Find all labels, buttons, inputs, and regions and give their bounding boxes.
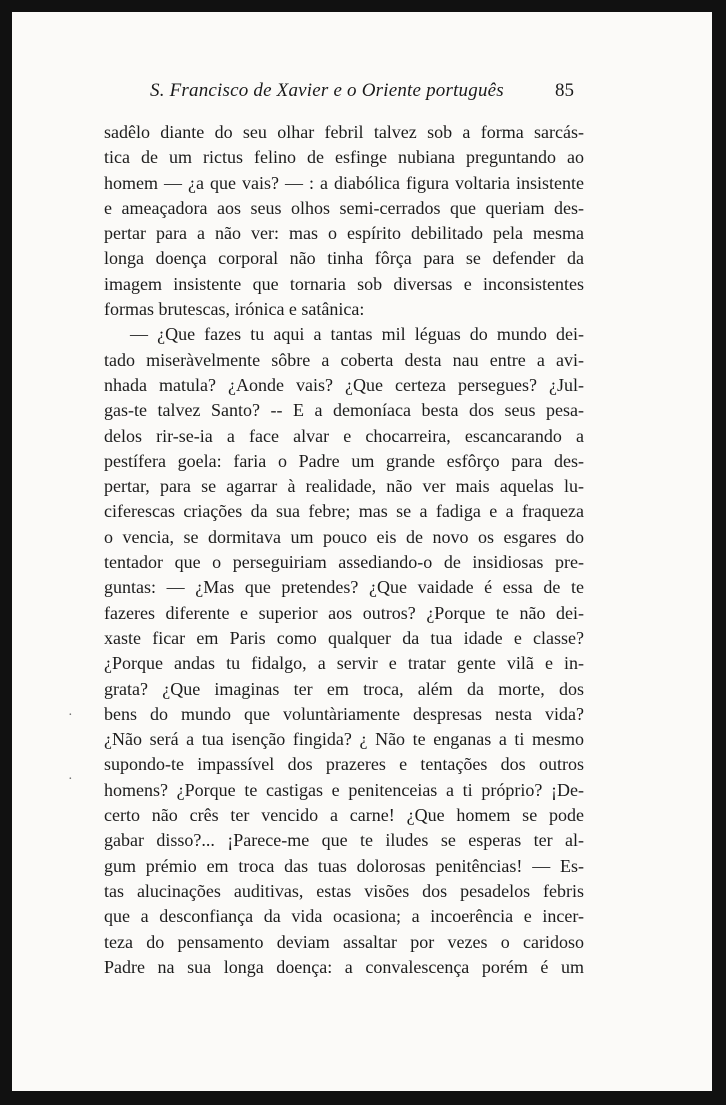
text-line: fazeres diferente e superior aos outros? ¿Porque te não dei- (104, 602, 584, 623)
text-line: pertar para a não ver: mas o espírito debilitado pela mesma (104, 223, 584, 244)
text-line: tas alucinações auditivas, estas visões dos pesadelos febris (104, 880, 584, 901)
text-line: imagem insistente que tornaria sob diversas e inconsistentes (104, 273, 584, 294)
text-line: Padre na sua longa doença: a convalescença porém é um (104, 956, 584, 977)
text-line: bens do mundo que voluntàriamente despresas nesta vida? (104, 703, 584, 724)
text-line: homens? ¿Porque te castigas e penitenceias a ti próprio? ¡De- (104, 779, 584, 800)
text-line: xaste ficar em Paris como qualquer da tua idade e classe? (104, 627, 584, 648)
text-line: formas brutescas, irónica e satânica: (104, 299, 365, 320)
text-line: gabar disso?... ¡Parece-me que te iludes se esperas ter al- (104, 830, 584, 851)
text-line: e ameaçadora aos seus olhos semi-cerrados que queriam des- (104, 197, 584, 218)
text-line: grata? ¿Que imaginas ter em troca, além da morte, dos (104, 678, 584, 699)
text-line: — ¿Que fazes tu aqui a tantas mil léguas do mundo dei- (130, 324, 584, 345)
page-number: 85 (555, 80, 574, 101)
body-text (104, 120, 584, 980)
text-line: homem — ¿a que vais? — : a diabólica figura voltaria insistente (104, 172, 584, 193)
text-line: ciferescas criações da sua febre; mas se a fadiga e a fraqueza (104, 501, 584, 522)
text-line: o vencia, se dormitava um pouco eis de novo os esgares do (104, 526, 584, 547)
text-line: guntas: — ¿Mas que pretendes? ¿Que vaidade é essa de te (104, 577, 584, 598)
text-line: ¿Não será a tua isenção fingida? ¿ Não te enganas a ti mesmo (104, 729, 584, 750)
text-line: tado miseràvelmente sôbre a coberta desta nau entre a avi- (104, 349, 584, 370)
text-line: delos rir-se-ia a face alvar e chocarreira, escancarando a (104, 425, 584, 446)
stray-mark: · (68, 708, 73, 723)
text-line: que a desconfiança da vida ocasiona; a incoerência e incer- (104, 906, 584, 927)
running-header (150, 80, 574, 104)
text-line: supondo-te impassível dos prazeres e tentações dos outros (104, 754, 584, 775)
running-title: S. Francisco de Xavier e o Oriente português (150, 80, 504, 101)
text-line: tica de um rictus felino de esfinge nubiana preguntando ao (104, 147, 584, 168)
text-line: sadêlo diante do seu olhar febril talvez sob a forma sarcás- (104, 122, 584, 142)
text-line: gum prémio em troca das tuas dolorosas penitências! — Es- (104, 855, 584, 876)
text-line: longa doença corporal não tinha fôrça para se defender da (104, 248, 584, 269)
text-line: nhada matula? ¿Aonde vais? ¿Que certeza persegues? ¿Jul- (104, 374, 584, 395)
text-line: tentador que o perseguiriam assediando-o de insidiosas pre- (104, 552, 584, 573)
text-line: certo não crês ter vencido a carne! ¿Que homem se pode (104, 805, 584, 826)
text-line: pestífera goela: faria o Padre um grande esfôrço para des- (104, 450, 584, 471)
stray-mark: · (68, 772, 73, 787)
text-line: gas-te talvez Santo? -- E a demoníaca besta dos seus pesa- (104, 400, 584, 421)
text-line: ¿Porque andas tu fidalgo, a servir e tratar gente vilã e in- (104, 653, 584, 674)
text-line: teza do pensamento deviam assaltar por vezes o caridoso (104, 931, 584, 952)
text-line: pertar, para se agarrar à realidade, não ver mais aquelas lu- (104, 476, 584, 497)
